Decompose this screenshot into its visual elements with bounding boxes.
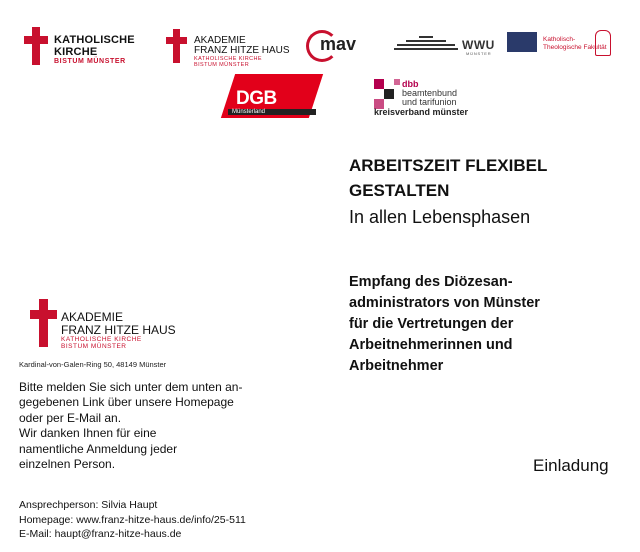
cross-icon [32, 27, 40, 65]
logo-text: KIRCHE [54, 46, 98, 58]
figure-icon [595, 30, 611, 56]
logo-text: Theologische Fakultät [543, 44, 607, 51]
logo-subtext: Münsterland [228, 109, 316, 115]
contact-person: Ansprechperson: Silvia Haupt [19, 499, 158, 511]
cross-icon-bar [24, 36, 48, 44]
wwu-bars-icon [394, 36, 458, 50]
event-description-line: administrators von Münster [349, 295, 540, 311]
event-description-line: Empfang des Diözesan- [349, 274, 513, 290]
logo-subtext: MÜNSTER [466, 51, 492, 56]
akademie-logo-small [166, 29, 294, 68]
logo-subtext: BISTUM MÜNSTER [61, 343, 127, 350]
wwu-logo [394, 28, 502, 58]
contact-email-link[interactable]: E-Mail: haupt@franz-hitze-haus.de [19, 528, 182, 540]
logo-text: kreisverband münster [374, 107, 469, 117]
logo-text: WWU [462, 38, 495, 52]
logo-subtext: KATHOLISCHE KIRCHE [61, 336, 142, 343]
cross-icon-bar [30, 310, 57, 319]
page-title: ARBEITSZEIT FLEXIBEL [349, 156, 548, 175]
logo-text: FRANZ HITZE HAUS [194, 45, 290, 56]
body-line: gegebenen Link über unsere Homepage [19, 395, 234, 410]
dbb-logo [374, 79, 504, 117]
mosaic-icon-part [384, 89, 394, 99]
logo-subtext: KATHOLISCHE KIRCHE [194, 56, 262, 62]
logo-text: AKADEMIE [194, 35, 246, 46]
logo-text: KATHOLISCHE [54, 34, 135, 46]
dgb-logo [222, 74, 320, 118]
contact-homepage-link[interactable]: Homepage: www.franz-hitze-haus.de/info/25-511 [19, 513, 246, 526]
cross-icon-bar [166, 37, 187, 44]
registration-info [19, 380, 242, 472]
logo-subtext: BISTUM MÜNSTER [54, 58, 126, 65]
logo-text: mav [320, 34, 357, 54]
page-subtitle: In allen Lebensphasen [349, 207, 531, 227]
logo-text: Katholisch- [543, 36, 576, 43]
body-line: oder per E-Mail an. [19, 410, 122, 425]
event-description-line: Arbeitnehmerinnen und [349, 337, 513, 353]
mosaic-icon-part [394, 79, 400, 85]
body-line: einzelnen Person. [19, 457, 116, 472]
body-line: namentliche Anmeldung jeder [19, 441, 178, 456]
event-description [349, 272, 589, 377]
cross-icon [39, 299, 48, 347]
emblem-icon [507, 32, 537, 52]
logo-subtext: BISTUM MÜNSTER [194, 62, 250, 68]
logo-text: dbb [402, 79, 419, 89]
logo-text: DGB [236, 88, 277, 109]
address: Kardinal-von-Galen-Ring 50, 48149 Münster [19, 360, 167, 369]
invitation-label: Einladung [533, 456, 609, 475]
akademie-logo-large [30, 299, 180, 349]
cross-icon [173, 29, 180, 63]
body-line: Bitte melden Sie sich unter dem unten an- [19, 380, 243, 394]
logo-text: und tarifunion [402, 97, 457, 107]
katholische-kirche-logo [24, 27, 154, 67]
mav-logo [306, 28, 366, 64]
page-title: GESTALTEN [349, 181, 450, 200]
event-description-line: für die Vertretungen der [349, 316, 514, 332]
logo-text: AKADEMIE [61, 310, 124, 324]
logo-text: beamtenbund [402, 88, 458, 98]
body-line: Wir danken Ihnen für eine [19, 426, 157, 441]
logo-text: FRANZ HITZE HAUS [61, 323, 176, 337]
fakultaet-logo [507, 28, 617, 58]
event-description-line: Arbeitnehmer [349, 358, 444, 374]
mosaic-icon [374, 79, 384, 89]
contact-info [19, 498, 246, 542]
